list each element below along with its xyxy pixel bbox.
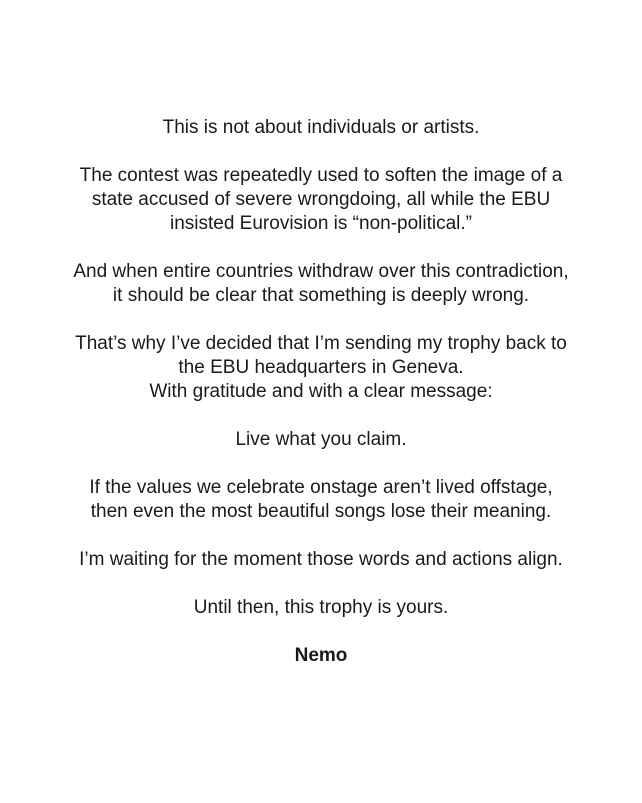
text-line: state accused of severe wrongdoing, all while the EBU — [91, 189, 551, 210]
statement — [0, 116, 642, 668]
paragraph-contest — [20, 164, 622, 236]
text-line: That’s why I’ve decided that I’m sending my trophy back to — [75, 333, 567, 354]
paragraph-withdraw — [20, 260, 622, 308]
text-line: The contest was repeatedly used to soften the image of a — [79, 165, 563, 186]
paragraph-waiting — [20, 548, 622, 572]
paragraph-until — [20, 596, 622, 620]
paragraph-intro — [20, 116, 622, 140]
text-line: If the values we celebrate onstage aren’t lived offstage, — [89, 477, 553, 498]
text-line: it should be clear that something is deeply wrong. — [112, 285, 530, 306]
text-line: then even the most beautiful songs lose their meaning. — [90, 501, 552, 522]
text-line: Live what you claim. — [235, 429, 407, 450]
signature: Nemo — [294, 645, 348, 666]
text-line: This is not about individuals or artists. — [162, 117, 480, 138]
text-line: I’m waiting for the moment those words and actions align. — [79, 549, 563, 570]
text-line: With gratitude and with a clear message: — [149, 381, 493, 402]
text-line: insisted Eurovision is “non-political.” — [169, 213, 472, 234]
paragraph-trophy — [20, 332, 622, 404]
paragraph-claim — [20, 428, 622, 452]
text-line: the EBU headquarters in Geneva. — [178, 357, 464, 378]
paragraph-values — [20, 476, 622, 524]
text-line: And when entire countries withdraw over this contradiction, — [73, 261, 569, 282]
text-line: Until then, this trophy is yours. — [193, 597, 449, 618]
